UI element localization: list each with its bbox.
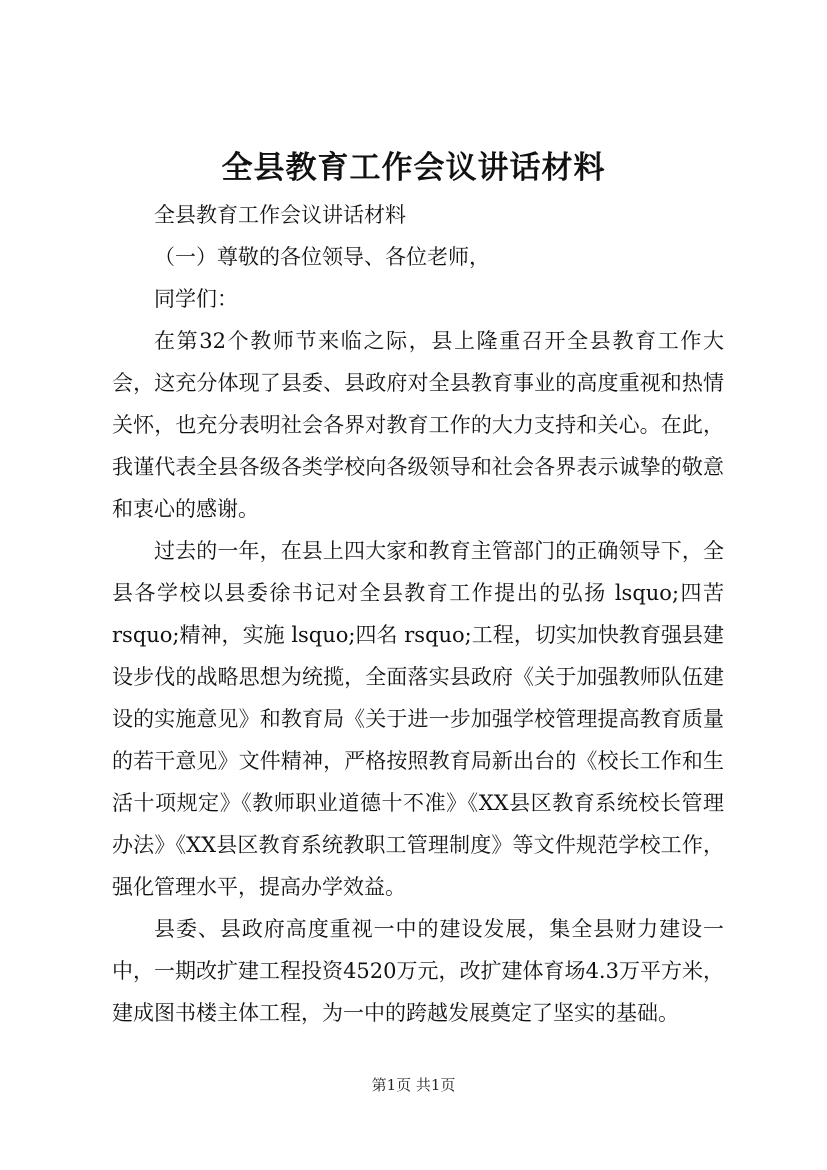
paragraph-salutation: （一）尊敬的各位领导、各位老师，: [154, 245, 490, 269]
paragraph-teachers-day: 在第32个教师节来临之际，县上隆重召开全县教育工作大会，这充分体现了县委、县政府对全县教育事业的高度重视和热情关怀，也充分表明社会各界对教育工作的大力支持和关心。在此，我谨代表全县各级各类学校向各级领导和社会各界表示诚挚的敬意和衷心的感谢。: [112, 329, 724, 521]
document-title: 全县教育工作会议讲话材料: [221, 150, 606, 186]
document-body: [112, 194, 724, 1034]
page-footer: 第1页 共1页: [371, 1076, 456, 1094]
paragraph-subtitle: 全县教育工作会议讲话材料: [154, 203, 406, 227]
paragraph-salutation-students: 同学们：: [154, 287, 238, 311]
paragraph-past-year: 过去的一年，在县上四大家和教育主管部门的正确领导下，全县各学校以县委徐书记对全县教育工作提出的弘扬 lsquo;四苦 rsquo;精神，实施 lsquo;四名 rsquo;工程，切实加快教育强县建设步伐的战略思想为统揽，全面落实县政府《关于加强教师队伍建设的实施意见》和教育局《关于进一步加强学校管理提高教育质量的若干意见》文件精神，严格按照教育局新出台的《校长工作和生活十项规定》《教师职业道德十不准》《XX县区教育系统校长管理办法》《XX县区教育系统教职工管理制度》等文件规范学校工作，强化管理水平，提高办学效益。: [112, 539, 724, 899]
paragraph-first-middle-school: 县委、县政府高度重视一中的建设发展，集全县财力建设一中，一期改扩建工程投资4520万元，改扩建体育场4.3万平方米，建成图书楼主体工程，为一中的跨越发展奠定了坚实的基础。: [112, 917, 724, 1025]
